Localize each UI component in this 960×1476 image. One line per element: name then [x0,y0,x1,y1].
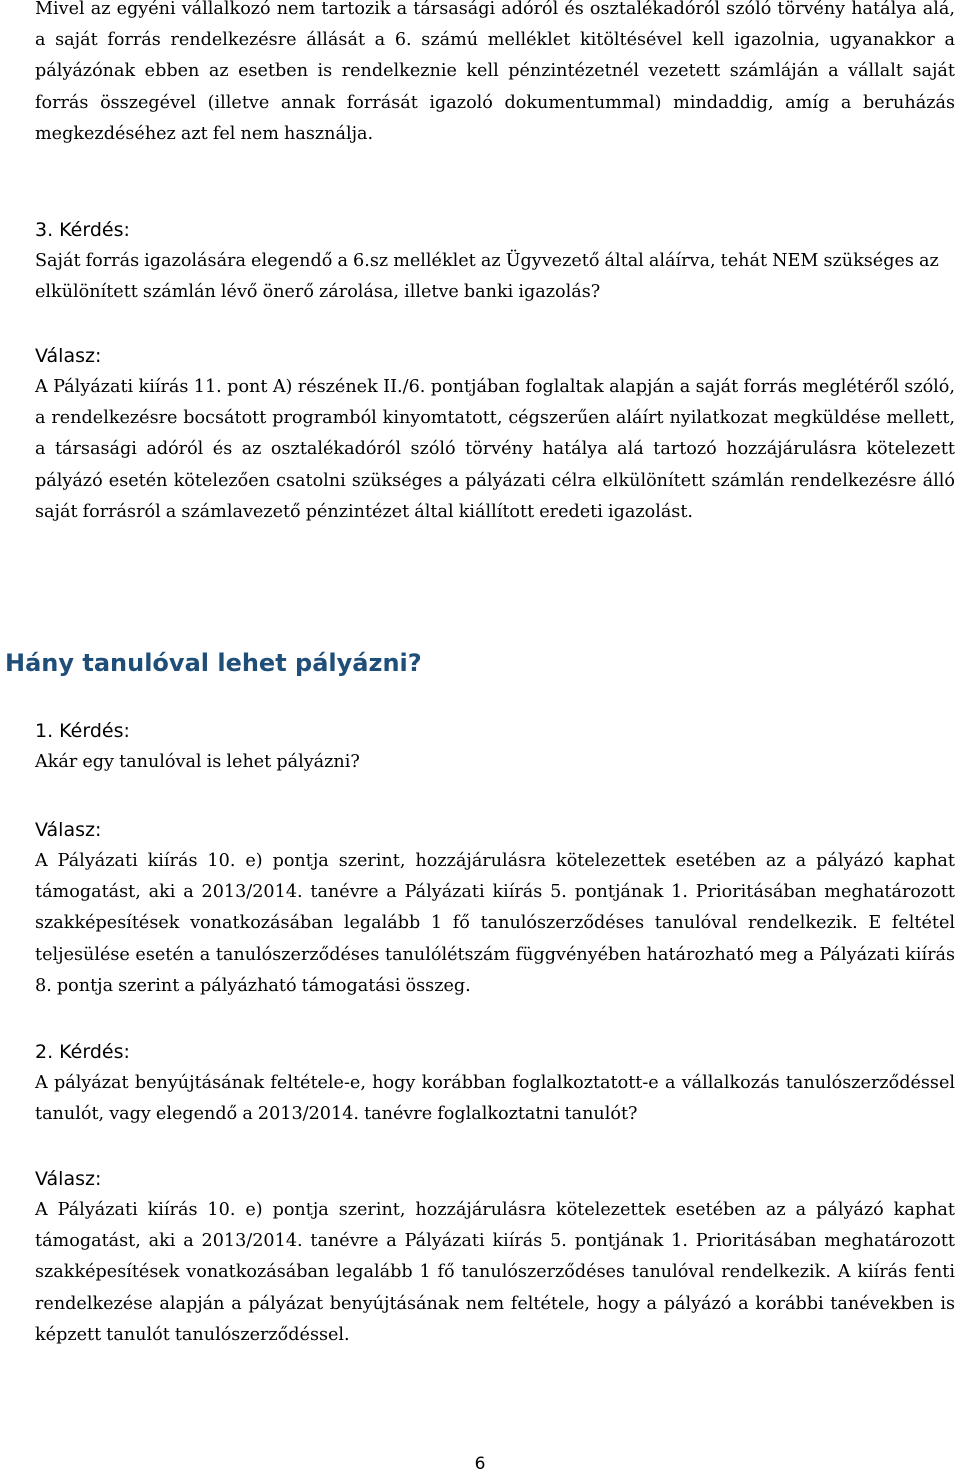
section-question-1-text: Akár egy tanulóval is lehet pályázni? [35,752,360,772]
section-question-2-text: A pályázat benyújtásának feltétele-e, hogy korábban foglalkoztatott-e a vállalkozás tanulószerződéssel tanulót, vagy elegendő a 2013/2014. tanévre foglalkoztatni tanulót? [35,1073,955,1125]
page-number: 6 [474,1454,486,1474]
question-3-block [35,215,955,308]
answer-3-label: Válasz: [35,345,102,367]
intro-paragraph: Mivel az egyéni vállalkozó nem tartozik a társasági adóról és osztalékadóról szóló törvény hatálya alá, a saját forrás rendelkezésre állását a 6. számú melléklet kitöltésével kell igazolnia, ugyanakkor a pályázónak ebben az esetben is rendelkeznie kell pénzintézetnél vezetett számláján a vállalt saját forrás összegével (illetve annak forrását igazoló dokumentummal) mindaddig, amíg a beruházás megkezdéséhez azt fel nem használja. [35,0,955,144]
answer-3-text: A Pályázati kiírás 11. pont A) részének II./6. pontjában foglaltak alapján a saját forrás meglétéről szóló, a rendelkezésre bocsátott programból kinyomtatott, cégszerűen aláírt nyilatkozat megküldése mellett, a társasági adóról és az osztalékadóról szóló törvény hatálya alá tartozó hozzájárulásra kötelezett pályázó esetén kötelezően csatolni szükséges a pályázati célra elkülönített számlán rendelkezésre álló saját forrásról a számlavezető pénzintézet által kiállított eredeti igazolást. [35,377,955,522]
section-question-1-block [35,716,955,778]
section-question-2-block [35,1037,955,1130]
section-question-2-label: 2. Kérdés: [35,1041,130,1063]
answer-3-block [35,341,955,528]
section-answer-2-block [35,1164,955,1351]
question-3-text: Saját forrás igazolására elegendő a 6.sz melléklet az Ügyvezető által aláírva, tehát NEM szükséges az elkülönített számlán lévő önerő zárolása, illetve banki igazolás? [35,251,939,303]
section-answer-1-text: A Pályázati kiírás 10. e) pontja szerint, hozzájárulásra kötelezettek esetében az a pályázó kaphat támogatást, aki a 2013/2014. tanévre a Pályázati kiírás 5. pontjának 1. Prioritásában meghatározott szakképesítések vonatkozásában legalább 1 fő tanulószerződéses tanulóval rendelkezik. E feltétel teljesülése esetén a tanulószerződéses tanulólétszám függvényében határozható meg a Pályázati kiírás 8. pontja szerint a pályázható támogatási összeg. [35,851,955,996]
section-answer-2-text: A Pályázati kiírás 10. e) pontja szerint, hozzájárulásra kötelezettek esetében az a pályázó kaphat támogatást, aki a 2013/2014. tanévre a Pályázati kiírás 5. pontjának 1. Prioritásában meghatározott szakképesítések vonatkozásában legalább 1 fő tanulószerződéses tanulóval rendelkezik. A kiírás fenti rendelkezése alapján a pályázat benyújtásának nem feltétele, hogy a pályázó a korábbi tanévekben is képzett tanulót tanulószerződéssel. [35,1200,955,1345]
question-3-label: 3. Kérdés: [35,219,130,241]
section-answer-1-block [35,815,955,1002]
section-heading: Hány tanulóval lehet pályázni? [5,649,422,677]
section-question-1-label: 1. Kérdés: [35,720,130,742]
section-answer-2-label: Válasz: [35,1168,102,1190]
intro-block [35,0,955,150]
section-answer-1-label: Válasz: [35,819,102,841]
